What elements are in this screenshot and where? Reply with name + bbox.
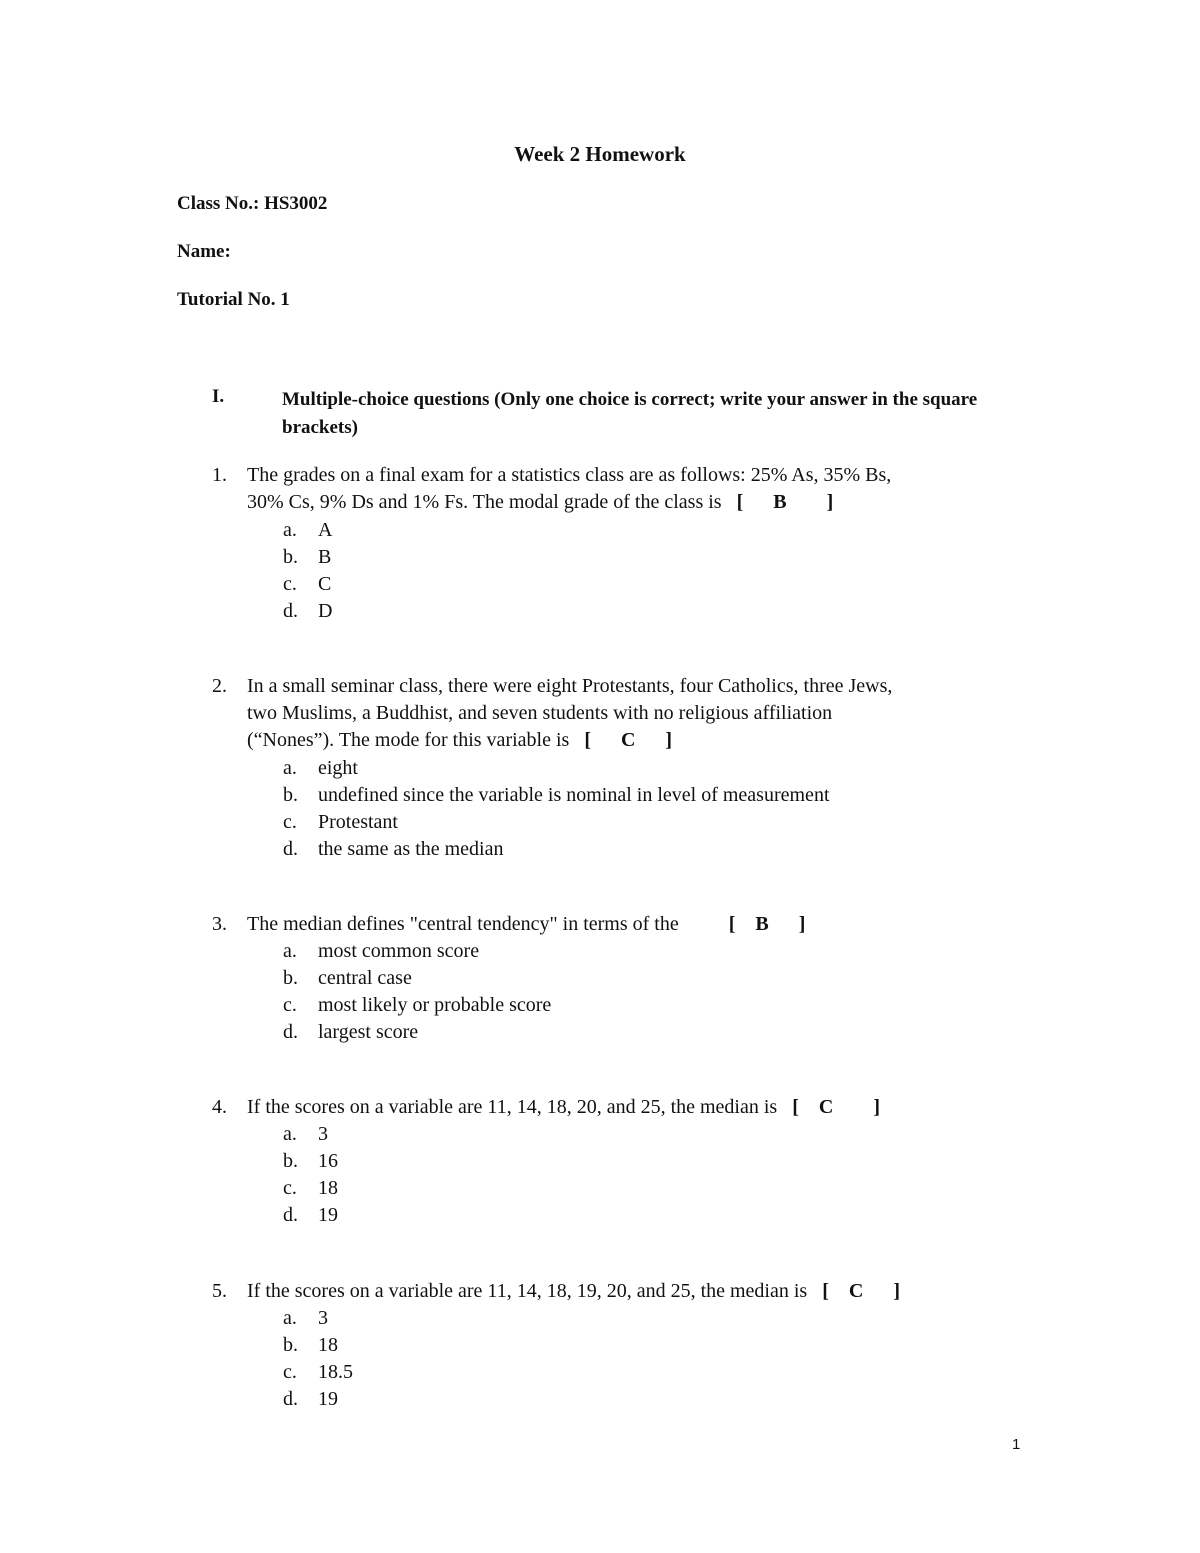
tutorial-number: Tutorial No. 1 xyxy=(177,289,290,310)
option-text: most likely or probable score xyxy=(318,994,552,1016)
option-letter: b. xyxy=(283,784,298,806)
answer-bracket: [ B ] xyxy=(736,491,834,513)
option-text: C xyxy=(318,573,332,595)
option-text: 16 xyxy=(318,1150,338,1172)
option-letter: a. xyxy=(283,1123,297,1145)
option-letter: d. xyxy=(283,1388,298,1410)
answer-bracket: [ B ] xyxy=(728,913,806,935)
option-letter: a. xyxy=(283,757,297,779)
question-line-with-answer xyxy=(247,1094,1017,1121)
option-text: 3 xyxy=(318,1307,328,1329)
question-line-with-answer xyxy=(247,911,1017,938)
option-text: eight xyxy=(318,757,358,779)
student-name-label: Name: xyxy=(177,241,231,262)
class-number: Class No.: HS3002 xyxy=(177,193,328,214)
option-letter: c. xyxy=(283,1177,297,1199)
option-text: 18.5 xyxy=(318,1361,353,1383)
option-letter: d. xyxy=(283,1021,298,1043)
option-text: Protestant xyxy=(318,811,398,833)
document-title: Week 2 Homework xyxy=(514,142,686,166)
option-text: undefined since the variable is nominal in level of measurement xyxy=(318,784,830,806)
question-number: 3. xyxy=(212,913,227,935)
option-text: central case xyxy=(318,967,412,989)
option-text: A xyxy=(318,519,333,541)
option-text: 18 xyxy=(318,1177,338,1199)
option-letter: a. xyxy=(283,519,297,541)
option-letter: c. xyxy=(283,573,297,595)
question-line: The grades on a final exam for a statistics class are as follows: 25% As, 35% Bs, xyxy=(247,464,892,486)
question-text xyxy=(247,462,1017,516)
option-text: 18 xyxy=(318,1334,338,1356)
question-number: 1. xyxy=(212,464,227,486)
option-text: 19 xyxy=(318,1204,338,1226)
question-line-with-answer xyxy=(247,1278,1017,1305)
option-text: 19 xyxy=(318,1388,338,1410)
question-line-with-answer xyxy=(247,489,1017,516)
question-number: 4. xyxy=(212,1096,227,1118)
option-text: the same as the median xyxy=(318,838,504,860)
option-letter: c. xyxy=(283,1361,297,1383)
option-letter: a. xyxy=(283,1307,297,1329)
option-letter: c. xyxy=(283,811,297,833)
section-number: I. xyxy=(212,386,225,407)
option-letter: b. xyxy=(283,967,298,989)
question-line: 30% Cs, 9% Ds and 1% Fs. The modal grade of the class is xyxy=(247,491,722,513)
question-text xyxy=(247,673,1017,754)
question-number: 2. xyxy=(212,675,227,697)
question-line: two Muslims, a Buddhist, and seven students with no religious affiliation xyxy=(247,702,833,724)
option-letter: b. xyxy=(283,1150,298,1172)
question-text xyxy=(247,911,1017,938)
option-letter: b. xyxy=(283,1334,298,1356)
option-text: largest score xyxy=(318,1021,419,1043)
question-line: In a small seminar class, there were eight Protestants, four Catholics, three Jews, xyxy=(247,675,893,697)
option-letter: b. xyxy=(283,546,298,568)
question-line: If the scores on a variable are 11, 14, 18, 19, 20, and 25, the median is xyxy=(247,1280,808,1302)
option-letter: a. xyxy=(283,940,297,962)
question-number: 5. xyxy=(212,1280,227,1302)
answer-bracket: [ C ] xyxy=(822,1280,900,1302)
question-text xyxy=(247,1278,1017,1305)
answer-bracket: [ C ] xyxy=(584,729,673,751)
option-letter: c. xyxy=(283,994,297,1016)
option-text: B xyxy=(318,546,332,568)
question-line-with-answer xyxy=(247,727,1017,754)
option-letter: d. xyxy=(283,600,298,622)
option-letter: d. xyxy=(283,1204,298,1226)
option-letter: d. xyxy=(283,838,298,860)
question-line: The median defines "central tendency" in terms of the xyxy=(247,913,679,935)
answer-bracket: [ C ] xyxy=(792,1096,880,1118)
section-instructions: Multiple-choice questions (Only one choice is correct; write your answer in the square brackets) xyxy=(282,389,978,438)
option-text: D xyxy=(318,600,333,622)
option-text: most common score xyxy=(318,940,480,962)
option-text: 3 xyxy=(318,1123,328,1145)
question-text xyxy=(247,1094,1017,1121)
page-number: 1 xyxy=(1012,1436,1021,1453)
question-line: If the scores on a variable are 11, 14, 18, 20, and 25, the median is xyxy=(247,1096,778,1118)
question-line: (“Nones”). The mode for this variable is xyxy=(247,729,570,751)
